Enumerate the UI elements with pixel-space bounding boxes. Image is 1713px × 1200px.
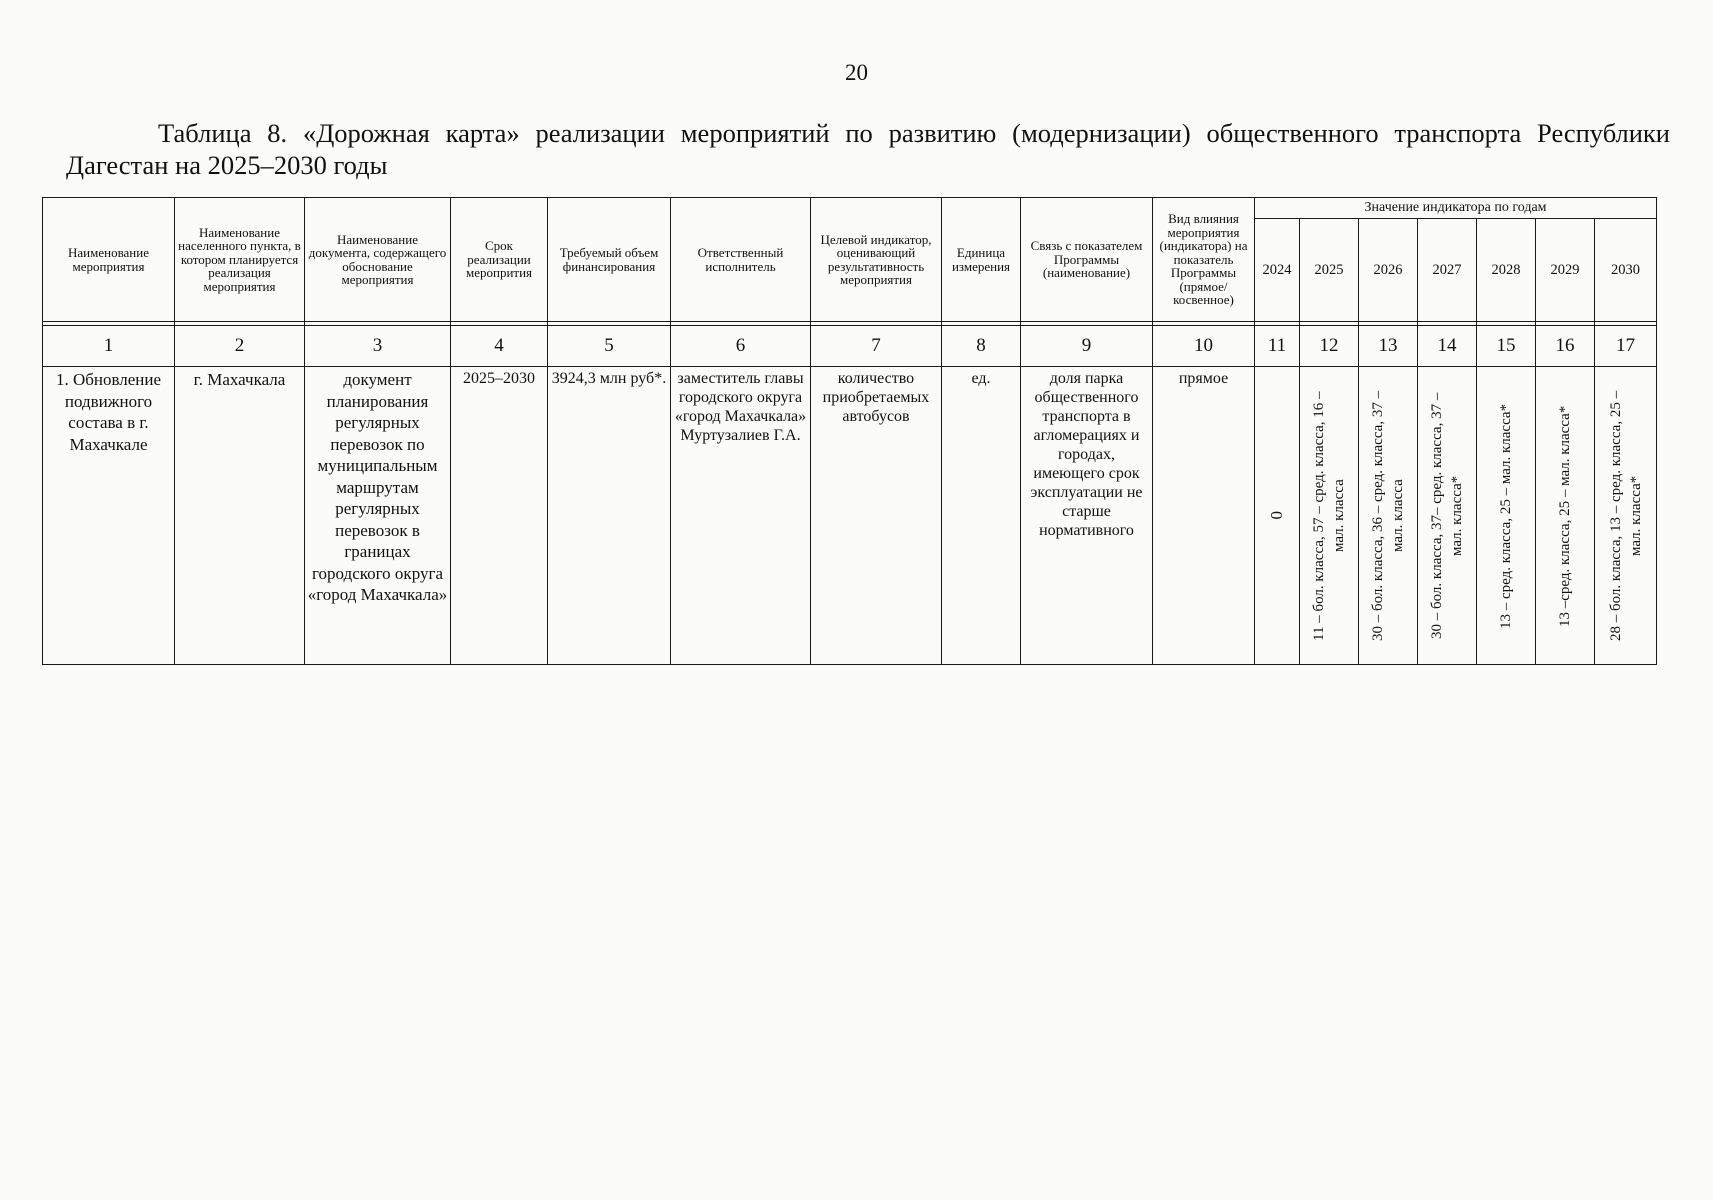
page-number: 20: [845, 60, 868, 85]
header-row: [43, 198, 1657, 219]
header-unit: Единица измерения: [942, 198, 1021, 322]
cell-period: 2025–2030: [451, 367, 548, 665]
value-2026: 30 – бол. класса, 36 – сред. класса, 37 – мал. класса: [1370, 390, 1406, 641]
column-numbers-row: [43, 326, 1657, 367]
header-indicator: Целевой индикатор, оценивающий результативность мероприятия: [811, 198, 942, 322]
column-number: 7: [811, 326, 942, 367]
header-year: 2028: [1477, 219, 1536, 322]
value-2025: 11 – бол. класса, 57 – сред. класса, 16 – мал. класса: [1311, 390, 1347, 641]
column-number: 11: [1255, 326, 1300, 367]
value-2028: 13 – сред. класса, 25 – мал. класса*: [1498, 402, 1514, 629]
header-year: 2030: [1595, 219, 1657, 322]
table-row: [43, 367, 1657, 665]
column-number: 12: [1300, 326, 1359, 367]
header-year: 2025: [1300, 219, 1359, 322]
cell-unit: ед.: [942, 367, 1021, 665]
column-number: 14: [1418, 326, 1477, 367]
cell-value-2026: [1359, 367, 1418, 665]
cell-responsible: заместитель главы городского округа «город Махачкала» Муртузалиев Г.А.: [671, 367, 811, 665]
header-event: Наименование мероприятия: [43, 198, 175, 322]
cell-impact: прямое: [1153, 367, 1255, 665]
value-2027: 30 – бол. класса, 37– сред. класса, 37 – мал. класса*: [1429, 392, 1465, 639]
cell-document: документ планирования регулярных перевозок по муниципальным маршрутам регулярных перевозок в границах городского округа «город Махачкала»: [305, 367, 451, 665]
cell-value-2030: [1595, 367, 1657, 665]
column-number: 6: [671, 326, 811, 367]
column-number: 3: [305, 326, 451, 367]
column-number: 9: [1021, 326, 1153, 367]
value-2024: 0: [1267, 511, 1286, 520]
cell-value-2027: [1418, 367, 1477, 665]
cell-value-2025: [1300, 367, 1359, 665]
header-program-link: Связь с показателем Программы (наименование): [1021, 198, 1153, 322]
header-financing: Требуемый объем финансирования: [548, 198, 671, 322]
column-number: 5: [548, 326, 671, 367]
cell-value-2029: [1536, 367, 1595, 665]
cell-indicator: количество приобретаемых автобусов: [811, 367, 942, 665]
header-year: 2026: [1359, 219, 1418, 322]
header-responsible: Ответственный исполнитель: [671, 198, 811, 322]
column-number: 17: [1595, 326, 1657, 367]
cell-event: 1. Обновление подвижного состава в г. Махачкале: [43, 367, 175, 665]
cell-program-link: доля парка общественного транспорта в агломерациях и городах, имеющего срок эксплуатации не старше нормативного: [1021, 367, 1153, 665]
header-year: 2024: [1255, 219, 1300, 322]
value-2030: 28 – бол. класса, 13 – сред. класса, 25 – мал. класса*: [1607, 390, 1644, 641]
cell-value-2028: [1477, 367, 1536, 665]
column-number: 16: [1536, 326, 1595, 367]
column-number: 10: [1153, 326, 1255, 367]
column-number: 4: [451, 326, 548, 367]
column-number: 13: [1359, 326, 1418, 367]
header-impact: Вид влияния мероприятия (индикатора) на показатель Программы (прямое/ косвенное): [1153, 198, 1255, 322]
table-title: [66, 117, 1670, 181]
header-values-by-year: Значение индикатора по годам: [1255, 198, 1657, 219]
header-period: Срок реализации меропрития: [451, 198, 548, 322]
value-2029: 13 –сред. класса, 25 – мал. класса*: [1557, 404, 1573, 627]
header-year: 2029: [1536, 219, 1595, 322]
cell-value-2024: [1255, 367, 1300, 665]
column-number: 1: [43, 326, 175, 367]
column-number: 8: [942, 326, 1021, 367]
header-locality: Наименование населенного пункта, в котором планируется реализация мероприятия: [175, 198, 305, 322]
column-number: 15: [1477, 326, 1536, 367]
cell-locality: г. Махачкала: [175, 367, 305, 665]
cell-financing: 3924,3 млн руб*.: [548, 367, 671, 665]
table-title-text: Таблица 8. «Дорожная карта» реализации мероприятий по развитию (модернизации) общественного транспорта Республики Дагестан на 2025–2030 годы: [66, 118, 1670, 180]
roadmap-table: [42, 197, 1657, 665]
column-number: 2: [175, 326, 305, 367]
header-document: Наименование документа, содержащего обоснование мероприятия: [305, 198, 451, 322]
header-year: 2027: [1418, 219, 1477, 322]
